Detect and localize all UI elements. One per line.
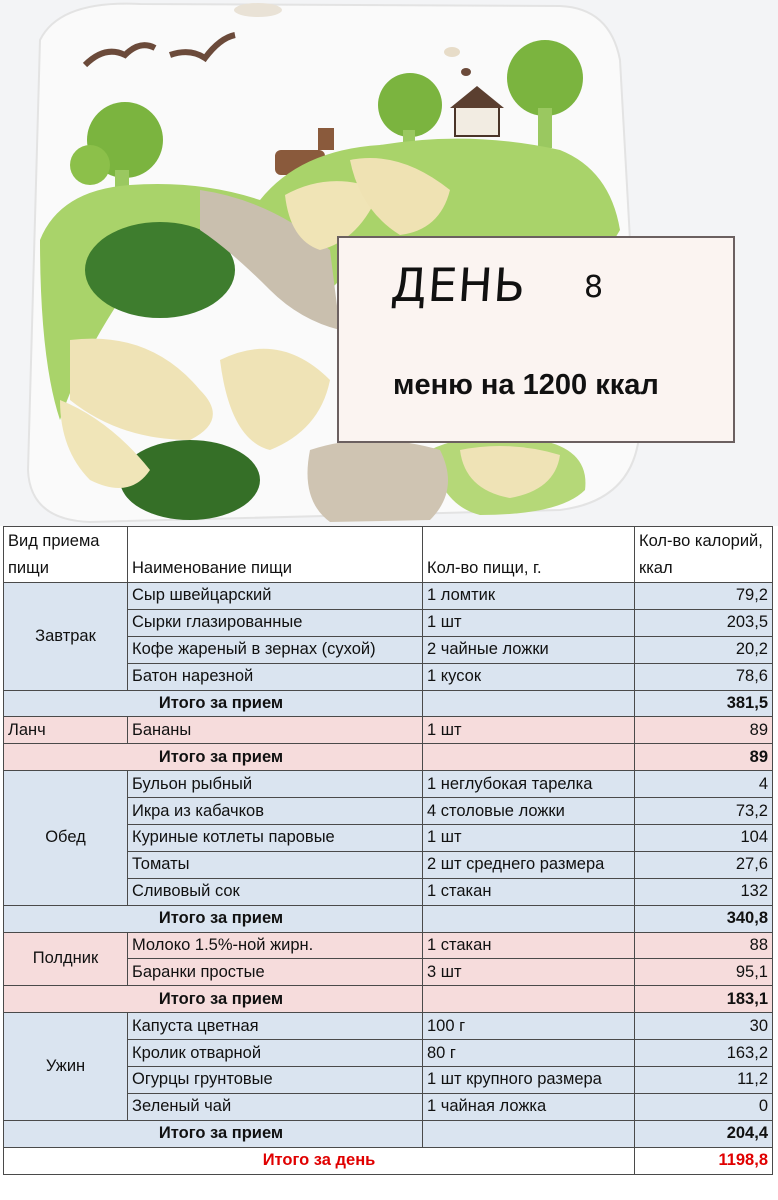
kcal-cell: 78,6 <box>635 663 773 690</box>
title-card <box>337 236 735 443</box>
food-cell: Бульон рыбный <box>128 771 423 798</box>
day-total-value: 1198,8 <box>635 1147 773 1174</box>
meal-total-value: 381,5 <box>635 690 773 717</box>
food-cell: Огурцы грунтовые <box>128 1067 423 1094</box>
food-photo <box>0 0 778 526</box>
qty-cell: 1 кусок <box>423 663 635 690</box>
kcal-cell: 132 <box>635 878 773 905</box>
qty-cell: 1 ломтик <box>423 583 635 610</box>
kcal-cell: 104 <box>635 825 773 852</box>
day-total-label: Итого за день <box>4 1147 635 1174</box>
meal-name: Завтрак <box>4 583 128 691</box>
kcal-cell: 89 <box>635 717 773 744</box>
empty-cell <box>423 690 635 717</box>
header-meal-type: Вид приема пищи <box>4 527 128 583</box>
meal-total-label: Итого за прием <box>4 1120 423 1147</box>
meal-total-value: 183,1 <box>635 986 773 1013</box>
qty-cell: 1 неглубокая тарелка <box>423 771 635 798</box>
qty-cell: 2 шт среднего размера <box>423 851 635 878</box>
header-quantity: Кол-во пищи, г. <box>423 527 635 583</box>
title-subtitle: меню на 1200 ккал <box>393 369 659 401</box>
kcal-cell: 0 <box>635 1093 773 1120</box>
meal-name: Ужин <box>4 1013 128 1121</box>
food-cell: Бананы <box>128 717 423 744</box>
kcal-cell: 95,1 <box>635 959 773 986</box>
meal-total-row <box>4 986 773 1013</box>
qty-cell: 1 чайная ложка <box>423 1093 635 1120</box>
qty-cell: 1 шт <box>423 609 635 636</box>
food-cell: Томаты <box>128 851 423 878</box>
kcal-cell: 163,2 <box>635 1040 773 1067</box>
kcal-cell: 88 <box>635 932 773 959</box>
menu-table <box>3 526 773 1175</box>
meal-total-value: 89 <box>635 744 773 771</box>
meal-total-label: Итого за прием <box>4 986 423 1013</box>
meal-name: Полдник <box>4 932 128 986</box>
table-row <box>4 771 773 798</box>
meal-total-row <box>4 690 773 717</box>
food-cell: Сыр швейцарский <box>128 583 423 610</box>
qty-cell: 80 г <box>423 1040 635 1067</box>
kcal-cell: 73,2 <box>635 798 773 825</box>
food-cell: Батон нарезной <box>128 663 423 690</box>
food-cell: Куриные котлеты паровые <box>128 825 423 852</box>
day-total-row <box>4 1147 773 1174</box>
kcal-cell: 20,2 <box>635 636 773 663</box>
qty-cell: 2 чайные ложки <box>423 636 635 663</box>
qty-cell: 1 стакан <box>423 932 635 959</box>
meal-total-value: 340,8 <box>635 905 773 932</box>
qty-cell: 4 столовые ложки <box>423 798 635 825</box>
qty-cell: 100 г <box>423 1013 635 1040</box>
table-row <box>4 1013 773 1040</box>
header-calories: Кол-во калорий, ккал <box>635 527 773 583</box>
qty-cell: 1 шт <box>423 825 635 852</box>
table-row <box>4 717 773 744</box>
kcal-cell: 4 <box>635 771 773 798</box>
kcal-cell: 79,2 <box>635 583 773 610</box>
food-cell: Икра из кабачков <box>128 798 423 825</box>
food-cell: Капуста цветная <box>128 1013 423 1040</box>
qty-cell: 1 шт крупного размера <box>423 1067 635 1094</box>
meal-total-label: Итого за прием <box>4 905 423 932</box>
kcal-cell: 203,5 <box>635 609 773 636</box>
table-row <box>4 583 773 610</box>
meal-total-label: Итого за прием <box>4 744 423 771</box>
meal-total-row <box>4 905 773 932</box>
qty-cell: 1 шт <box>423 717 635 744</box>
food-cell: Кофе жареный в зернах (сухой) <box>128 636 423 663</box>
food-cell: Зеленый чай <box>128 1093 423 1120</box>
kcal-cell: 27,6 <box>635 851 773 878</box>
empty-cell <box>423 986 635 1013</box>
empty-cell <box>423 744 635 771</box>
meal-total-label: Итого за прием <box>4 690 423 717</box>
food-cell: Сливовый сок <box>128 878 423 905</box>
meal-total-value: 204,4 <box>635 1120 773 1147</box>
food-cell: Кролик отварной <box>128 1040 423 1067</box>
food-cell: Молоко 1.5%-ной жирн. <box>128 932 423 959</box>
qty-cell: 3 шт <box>423 959 635 986</box>
kcal-cell: 30 <box>635 1013 773 1040</box>
kcal-cell: 11,2 <box>635 1067 773 1094</box>
header-food-name: Наименование пищи <box>128 527 423 583</box>
meal-total-row <box>4 1120 773 1147</box>
empty-cell <box>423 905 635 932</box>
table-row <box>4 932 773 959</box>
meal-name: Обед <box>4 771 128 905</box>
meal-name: Ланч <box>4 717 128 744</box>
table-header-row <box>4 527 773 583</box>
food-cell: Сырки глазированные <box>128 609 423 636</box>
title-day-word: ДЕНЬ <box>389 258 529 312</box>
empty-cell <box>423 1120 635 1147</box>
food-cell: Баранки простые <box>128 959 423 986</box>
title-day-number: 8 <box>584 270 604 305</box>
qty-cell: 1 стакан <box>423 878 635 905</box>
meal-total-row <box>4 744 773 771</box>
